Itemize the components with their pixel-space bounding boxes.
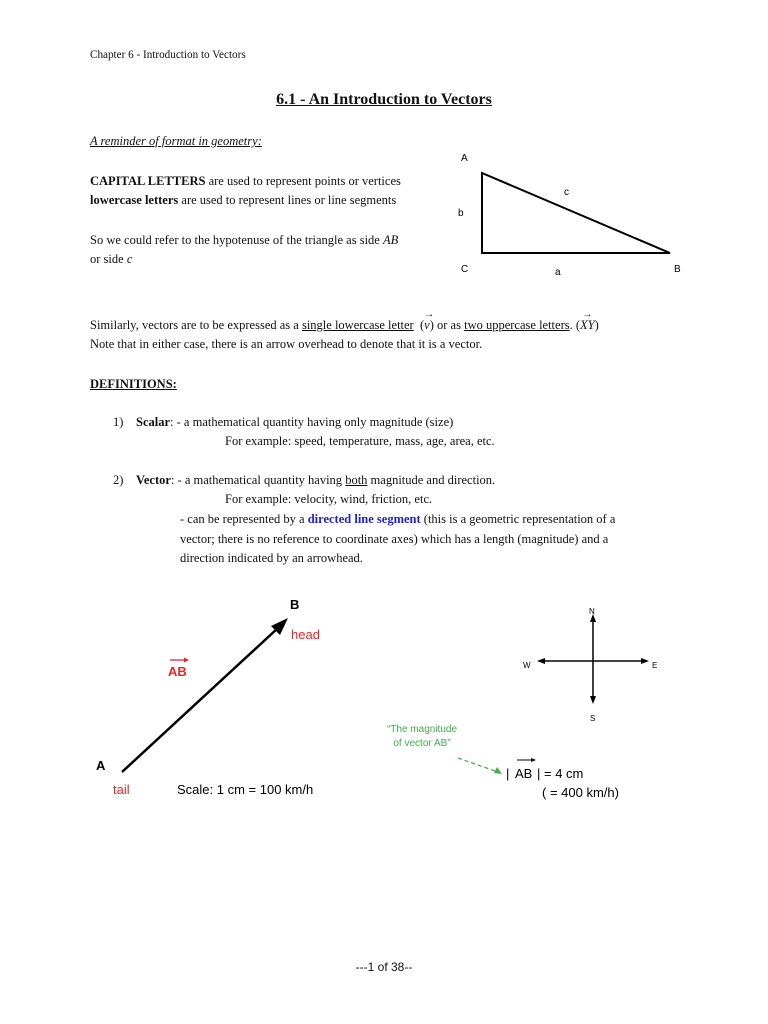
running-head: Chapter 6 - Introduction to Vectors (90, 47, 246, 61)
lowercase-letters-text: are used to represent lines or line segments (178, 193, 397, 207)
hypotenuse-text-2: or side (90, 252, 127, 266)
scalar-example: For example: speed, temperature, mass, age, area, etc. (225, 434, 495, 448)
vector-v-notation (424, 309, 435, 336)
hypotenuse-text: So we could refer to the hypotenuse of the triangle as side (90, 233, 383, 247)
triangle-label-B: B (674, 264, 681, 275)
hypotenuse-line-1 (90, 231, 398, 251)
similarly-close-paren: ) (429, 318, 434, 332)
vector-xy-letters: XY (580, 318, 595, 332)
vector-extra-c: (this is a geometric representation of a (420, 512, 616, 526)
definition-vector (136, 471, 495, 491)
hypotenuse-c: c (126, 252, 133, 266)
compass-w-label: W (523, 661, 531, 670)
ab-overhead-arrowhead (184, 658, 189, 663)
compass-w-arrow-icon (537, 658, 545, 664)
scalar-term: Scalar (136, 415, 171, 429)
compass-e-arrow-icon (641, 658, 649, 664)
reminder-heading: A reminder of format in geometry: (90, 134, 262, 148)
capital-letters-text: are used to represent points or vertices (205, 174, 401, 188)
magnitude-diagram (360, 718, 660, 808)
vector-extra-line-3: direction indicated by an arrowhead. (180, 551, 363, 565)
triangle-label-A: A (461, 153, 468, 164)
vector-desc-both: both (345, 473, 368, 487)
hypotenuse-ab: AB (382, 233, 399, 247)
vector-extra-line-2: vector; there is no reference to coordinate axes) which has a length (magnitude) and a (180, 532, 609, 546)
compass-s-label: S (590, 714, 596, 723)
vector-v-letter: v (424, 318, 430, 332)
vector-desc-c: magnitude and direction. (367, 473, 496, 487)
triangle-label-C: C (461, 264, 469, 275)
overhead-arrow-xy: → (582, 309, 593, 320)
magnitude-pointer-line (458, 758, 498, 772)
vector-term: Vector (136, 473, 171, 487)
triangle-label-c: c (564, 187, 569, 198)
similarly-two-uppercase: two uppercase letters (464, 318, 570, 332)
page-number: ---1 of 38-- (355, 960, 413, 974)
scalar-desc: : - a mathematical quantity having only magnitude (size) (170, 415, 454, 429)
scale-label: Scale: 1 cm = 100 km/h (177, 782, 314, 797)
compass-n-label: N (589, 607, 595, 616)
compass-e-label: E (652, 661, 658, 670)
compass-s-arrow-icon (590, 696, 596, 704)
triangle-label-a: a (555, 267, 561, 278)
definition-2-number: 2) (113, 473, 124, 487)
similarly-text-f: . ( (569, 318, 581, 332)
definition-scalar (136, 413, 453, 433)
definition-1-number: 1) (113, 415, 124, 429)
magnitude-ab-arrowhead (531, 758, 536, 762)
arrow-note: Note that in either case, there is an arrow overhead to denote that it is a vector. (90, 337, 483, 351)
similarly-text-d: or as (433, 318, 465, 332)
magnitude-note-line-2: of vector AB” (393, 738, 451, 749)
magnitude-eq-ab: AB (515, 766, 533, 781)
section-title: 6.1 - An Introduction to Vectors (276, 91, 492, 108)
head-label: head (291, 627, 320, 642)
similarly-text-g: ) (594, 318, 599, 332)
lowercase-letters-line (90, 191, 396, 211)
vector-extra-a: - can be represented by a (180, 512, 308, 526)
vector-desc-a: : - a mathematical quantity having (170, 473, 346, 487)
vector-ab-line (122, 628, 278, 772)
similarly-open-paren: ( (419, 318, 425, 332)
magnitude-note-line-1: “The magnitude (386, 724, 458, 735)
triangle-diagram (440, 145, 700, 285)
hypotenuse-line-2 (90, 250, 132, 270)
capital-letters-line (90, 172, 401, 192)
similarly-text-a: Similarly, vectors are to be expressed as a (90, 318, 302, 332)
vector-xy-notation (580, 309, 595, 336)
overhead-arrow: → (424, 309, 435, 320)
similarly-single-lowercase: single lowercase letter (301, 318, 414, 332)
definitions-heading: DEFINITIONS: (90, 377, 177, 391)
capital-letters-term: CAPITAL LETTERS (90, 174, 206, 188)
magnitude-eq-open: | (506, 766, 510, 781)
compass-diagram (515, 600, 685, 730)
similarly-line (90, 309, 599, 336)
triangle-shape (482, 173, 670, 253)
vector-ab-diagram (90, 590, 350, 810)
triangle-label-b: b (458, 208, 464, 219)
directed-line-segment-term: directed line segment (307, 512, 421, 526)
point-a-label: A (96, 758, 106, 773)
lowercase-letters-term: lowercase letters (90, 193, 179, 207)
magnitude-eq-value: | = 4 cm (537, 766, 584, 781)
vector-extra-line-1 (180, 510, 615, 530)
magnitude-pointer-arrow-icon (494, 767, 502, 774)
vector-ab-name: AB (168, 664, 187, 679)
vector-example: For example: velocity, wind, friction, etc. (225, 492, 433, 506)
magnitude-eq-kmh: ( = 400 km/h) (542, 785, 619, 800)
point-b-label: B (290, 597, 300, 612)
tail-label: tail (113, 782, 130, 797)
